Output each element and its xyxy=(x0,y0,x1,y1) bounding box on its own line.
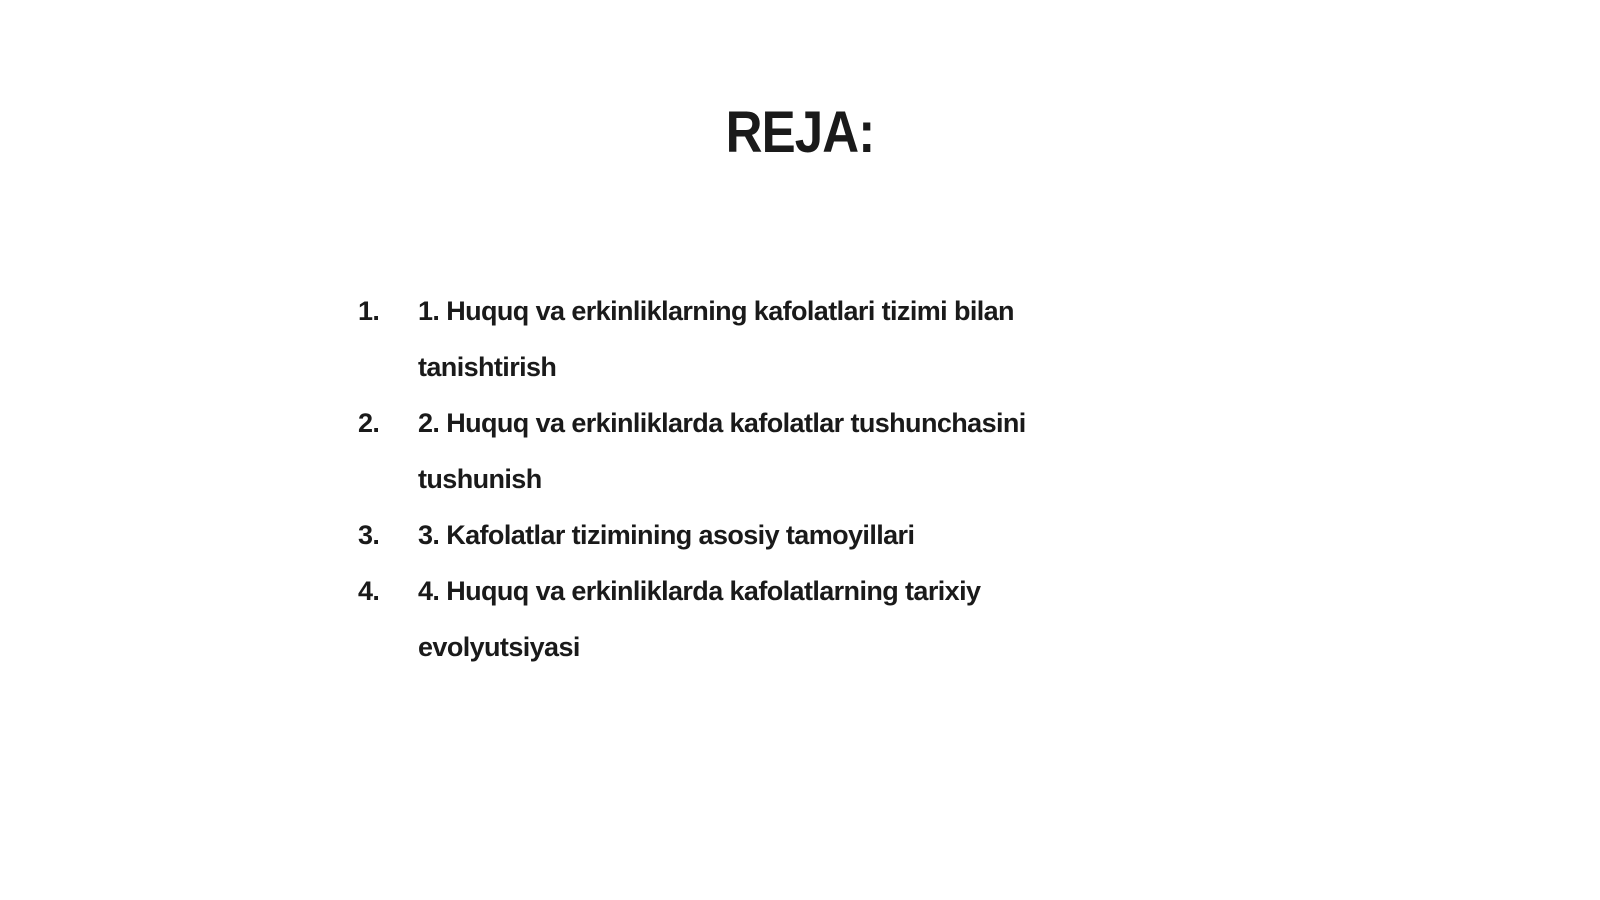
plan-item-text: 1. Huquq va erkinliklarning kafolatlari tizimi bilan tanishtirish xyxy=(418,296,1014,382)
plan-item-number: 1. xyxy=(358,296,380,326)
plan-item-number: 3. xyxy=(358,520,380,550)
plan-item-text: 3. Kafolatlar tizimining asosiy tamoyillari xyxy=(418,520,915,550)
plan-item-text: 2. Huquq va erkinliklarda kafolatlar tushunchasini tushunish xyxy=(418,408,1026,494)
plan-item-2 xyxy=(358,395,1078,507)
plan-item-text: 4. Huquq va erkinliklarda kafolatlarning tarixiy evolyutsiyasi xyxy=(418,576,981,662)
slide-title: REJA: xyxy=(725,100,875,165)
plan-item-number: 4. xyxy=(358,576,380,606)
plan-item-4 xyxy=(358,563,1078,675)
plan-item-number: 2. xyxy=(358,408,380,438)
plan-item-3 xyxy=(358,507,1078,563)
plan-item-1 xyxy=(358,283,1078,395)
plan-list xyxy=(358,283,1078,675)
